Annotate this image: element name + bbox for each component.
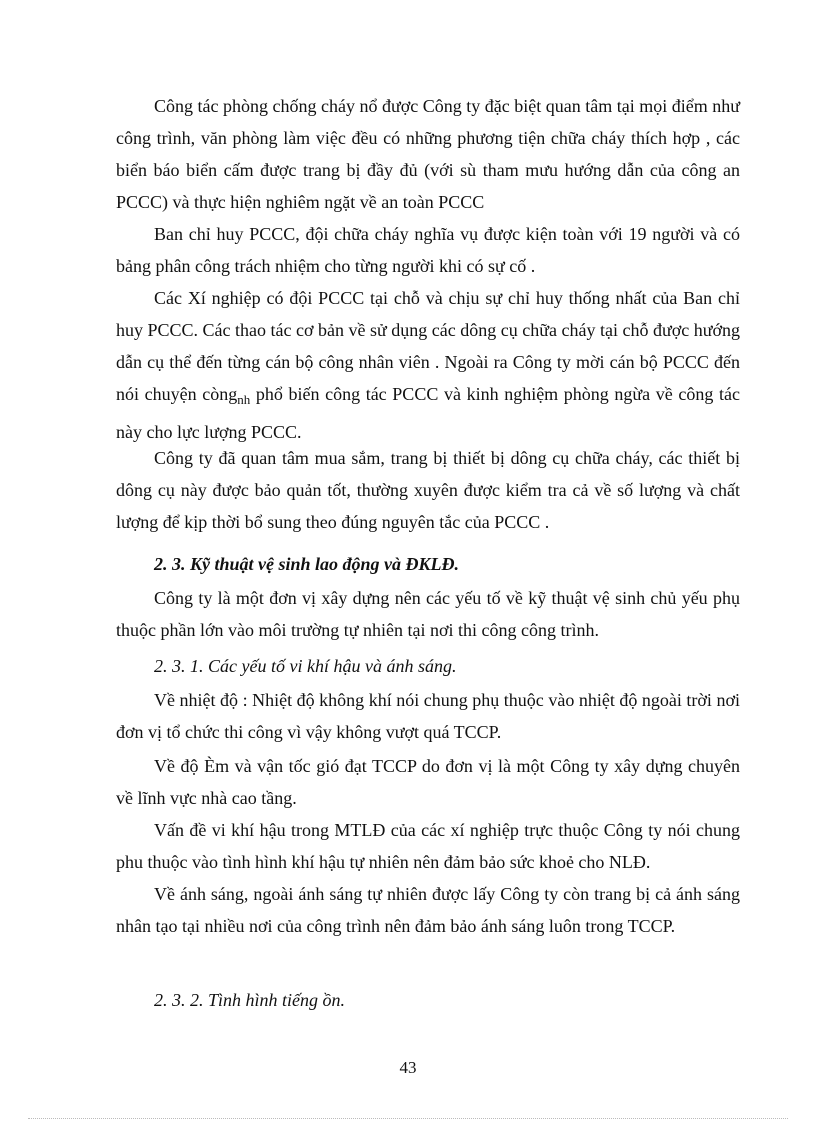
paragraph-temperature: Về nhiệt độ : Nhiệt độ không khí nói chung phụ thuộc vào nhiệt độ ngoài trời nơi đơn vị tổ chức thi công vì vậy không vượt quá TCCP. [116,690,740,742]
paragraph-hygiene-intro: Công ty là một đơn vị xây dựng nên các yếu tố về kỹ thuật vệ sinh chủ yếu phụ thuộc phần lớn vào môi trường tự nhiên tại nơi thi công công trình. [116,588,740,640]
paragraph-equipment: Công ty đã quan tâm mua sắm, trang bị thiết bị dông cụ chữa cháy, các thiết bị dông cụ này được bảo quản tốt, thường xuyên được kiểm tra cả về số lượng và chất lượng để kịp thời bổ sung theo đúng nguyên tắc của PCCC . [116,448,740,532]
paragraph-text: Các Xí nghiệp có đội PCCC tại chỗ và chịu sự chỉ huy thống nhất của Ban chỉ huy PCCC. Các thao tác cơ bản về sử dụng các dông cụ chữa cháy tại chỗ được hướng dẫn cụ thể đến từng cán bộ công nhân viên . Ngoài ra Công ty mời cán bộ PCCC đến nói chuyện còng [116,288,740,404]
paragraph-microclimate: Vấn đề vi khí hậu trong MTLĐ của các xí nghiệp trực thuộc Công ty nói chung phu thuộc vào tình hình khí hậu tự nhiên nên đảm bảo sức khoẻ cho NLĐ. [116,820,740,872]
subheading-noise: 2. 3. 2. Tình hình tiếng ồn. [154,990,346,1010]
paragraph-fire-prevention: Công tác phòng chống cháy nổ được Công ty đặc biệt quan tâm tại mọi điểm như công trình, văn phòng làm việc đều có những phương tiện chữa cháy thích hợp , các biển báo biển cấm được trang bị đầy đủ (với sù tham mưu hướng dẫn của công an PCCC) và thực hiện nghiêm ngặt về an toàn PCCC [116,96,740,212]
paragraph-command-board: Ban chỉ huy PCCC, đội chữa cháy nghĩa vụ được kiện toàn với 19 người và có bảng phân công trách nhiệm cho từng người khi có sự cố . [116,224,740,276]
section-heading: 2. 3. Kỹ thuật vệ sinh lao động và ĐKLĐ. [154,554,460,574]
page-number: 43 [399,1058,417,1077]
paragraph-humidity: Về độ Èm và vận tốc gió đạt TCCP do đơn vị là một Công ty xây dựng chuyên về lĩnh vực nhà cao tầng. [116,756,740,808]
paragraph-enterprise-teams [116,282,740,448]
paragraph-lighting: Về ánh sáng, ngoài ánh sáng tự nhiên được lấy Công ty còn trang bị cả ánh sáng nhân tạo tại nhiều nơi của công trình nên đảm bảo ánh sáng luôn trong TCCP. [116,884,740,936]
subscript-text: nh [237,392,251,407]
subheading-microclimate: 2. 3. 1. Các yếu tố vi khí hậu và ánh sáng. [154,656,457,676]
paragraph-text: phổ biến công tác PCCC và kinh nghiệm phòng ngừa về công tác này cho lực lượng PCCC. [116,384,741,442]
footer-divider [28,1118,788,1119]
